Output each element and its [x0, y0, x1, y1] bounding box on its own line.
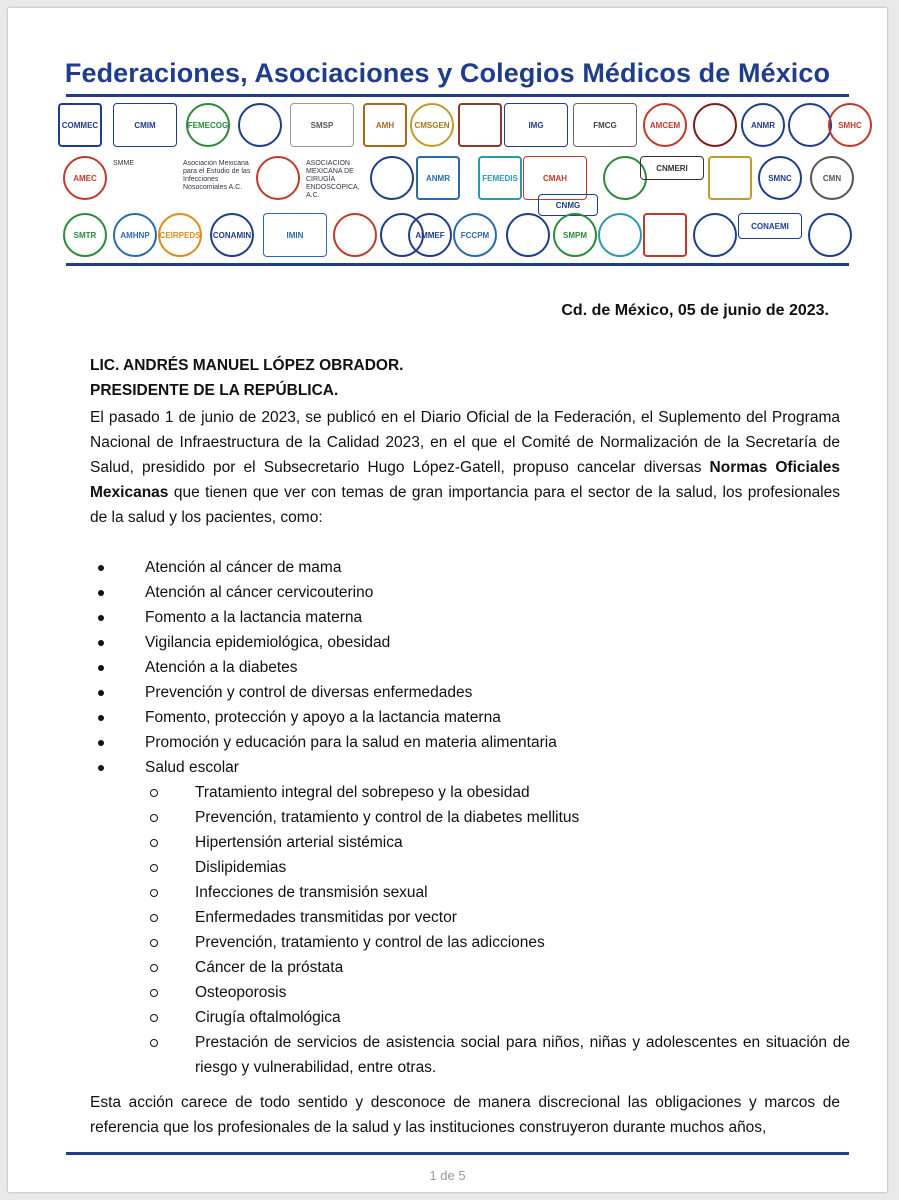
sublist-item: Osteoporosis — [90, 980, 850, 1005]
logo-femedis: FEMEDIS — [478, 156, 522, 200]
document-page — [8, 8, 887, 1192]
sublist-item: Dislipidemias — [90, 855, 850, 880]
header-rule-bottom — [66, 263, 849, 266]
logo-triangle — [708, 156, 752, 200]
logo-circle-r2-4 — [256, 156, 300, 200]
addressee-name: LIC. ANDRÉS MANUEL LÓPEZ OBRADOR. — [90, 357, 404, 374]
circle-bullet-icon — [150, 1039, 158, 1047]
circle-bullet-icon — [150, 914, 158, 922]
bullet-icon — [98, 640, 104, 646]
logo-circle-12 — [693, 103, 737, 147]
document-date: Cd. de México, 05 de junio de 2023. — [561, 302, 829, 319]
intro-paragraph: El pasado 1 de junio de 2023, se publicó en el Diario Oficial de la Federación, el Suplemento del Programa Nacional de Infraestructura de la Calidad 2023, en el que el Comité de Normalización de la Secretaría de Salud, presidido por el Subsecretario Hugo López-Gatell, propuso cancelar diversas Normas Oficiales Mexicanas que tienen que ver con temas de gran importancia para el sector de la salud, los profesionales de la salud y los pacientes, como: — [90, 409, 840, 526]
list-item: Promoción y educación para la salud en materia alimentaria — [90, 730, 850, 755]
logo-cmsgen: CMSGEN — [410, 103, 454, 147]
sublist-item: Enfermedades transmitidas por vector — [90, 905, 850, 930]
logo-imin: IMIN — [263, 213, 327, 257]
list-item: Atención a la diabetes — [90, 655, 850, 680]
logo-circle-14 — [788, 103, 832, 147]
norms-list — [90, 555, 850, 1080]
list-item: Salud escolar Tratamiento integral del sobrepeso y la obesidad Prevención, tratamiento y control de la diabetes mellitus Hipertensión arterial sistémica Dislipidemias Infecciones de transmisión sexual Enfermedades transmitidas por vector Prevención, tratamiento y control de las adicciones Cáncer de la próstata Osteoporosis Cirugía oftalmológica Prestación de servicios de asistencia social para niños, niñas y adolescentes en situación de riesgo y vulnerabilidad, entre otras. — [90, 755, 850, 1080]
logo-smnc: SMNC — [758, 156, 802, 200]
list-item: Fomento, protección y apoyo a la lactancia materna — [90, 705, 850, 730]
sublist-item: Infecciones de transmisión sexual — [90, 880, 850, 905]
logo-square-r3-13 — [643, 213, 687, 257]
bullet-icon — [98, 740, 104, 746]
list-item: Atención al cáncer cervicouterino — [90, 580, 850, 605]
logo-circle-r3-16 — [808, 213, 852, 257]
logo-ceirpeds: CEIRPEDS — [158, 213, 202, 257]
bullet-icon — [98, 665, 104, 671]
logo-conaemi: CONAEMI — [738, 213, 802, 239]
circle-bullet-icon — [150, 989, 158, 997]
logo-img: IMG — [504, 103, 568, 147]
logo-circle-r2-6 — [370, 156, 414, 200]
logo-banner — [58, 101, 862, 261]
sublist-item: Cáncer de la próstata — [90, 955, 850, 980]
bullet-icon — [98, 615, 104, 621]
sublist-item: Prevención, tratamiento y control de las adicciones — [90, 930, 850, 955]
logo-femecog: FEMECOG — [186, 103, 230, 147]
intro-bold-phrase: Normas Oficiales Mexicanas — [90, 459, 840, 501]
bullet-icon — [98, 565, 104, 571]
bullet-icon — [98, 765, 104, 771]
logo-amein-caption: Asociación Mexicana para el Estudio de las Infecciones Nosocomiales A.C. — [183, 160, 251, 191]
document-header-title: Federaciones, Asociaciones y Colegios Médicos de México — [64, 58, 831, 88]
closing-paragraph: Esta acción carece de todo sentido y desconoce de manera discrecional las obligaciones y marcos de referencia que los profesionales de la salud y las instituciones construyeron durante muchos años, — [90, 1094, 840, 1136]
logo-anmr-row1: ANMR — [741, 103, 785, 147]
logo-amh: AMH — [363, 103, 407, 147]
circle-bullet-icon — [150, 864, 158, 872]
logo-cnmg: CNMG — [538, 194, 598, 216]
sublist-item: Hipertensión arterial sistémica — [90, 830, 850, 855]
logo-anmr: ANMR — [416, 156, 460, 200]
logo-amcem: AMCEM — [643, 103, 687, 147]
list-item: Prevención y control de diversas enfermedades — [90, 680, 850, 705]
logo-commec: COMMEC — [58, 103, 102, 147]
footer-rule — [66, 1152, 849, 1155]
logo-cmn: CMN — [810, 156, 854, 200]
circle-bullet-icon — [150, 939, 158, 947]
logo-circle-r3-10 — [506, 213, 550, 257]
logo-smpm: SMPM — [553, 213, 597, 257]
logo-amhnp: AMHNP — [113, 213, 157, 257]
logo-circle-4 — [238, 103, 282, 147]
bullet-icon — [98, 715, 104, 721]
salud-escolar-sublist — [145, 780, 850, 1080]
logo-circle-r3-12 — [598, 213, 642, 257]
logo-smtr: SMTR — [63, 213, 107, 257]
circle-bullet-icon — [150, 1014, 158, 1022]
logo-cmah: CMAH — [523, 156, 587, 200]
logo-fccpm: FCCPM — [453, 213, 497, 257]
logo-cmim: CMIM — [113, 103, 177, 147]
circle-bullet-icon — [150, 889, 158, 897]
list-item: Fomento a la lactancia materna — [90, 605, 850, 630]
circle-bullet-icon — [150, 839, 158, 847]
logo-amec: AMEC — [63, 156, 107, 200]
header-rule-top — [66, 94, 849, 97]
list-item: Atención al cáncer de mama — [90, 555, 850, 580]
logo-row-3 — [58, 213, 858, 263]
bullet-icon — [98, 690, 104, 696]
logo-row-2 — [58, 156, 858, 210]
addressee-title: PRESIDENTE DE LA REPÚBLICA. — [90, 382, 339, 399]
list-item: Vigilancia epidemiológica, obesidad — [90, 630, 850, 655]
sublist-item: Prestación de servicios de asistencia social para niños, niñas y adolescentes en situación de riesgo y vulnerabilidad, entre otras. — [90, 1030, 850, 1080]
logo-row-1 — [58, 103, 862, 153]
logo-fmcg: FMCG — [573, 103, 637, 147]
circle-bullet-icon — [150, 789, 158, 797]
circle-bullet-icon — [150, 964, 158, 972]
addressee-block — [90, 353, 403, 403]
page-number: 1 de 5 — [429, 1168, 466, 1183]
sublist-item: Prevención, tratamiento y control de la diabetes mellitus — [90, 805, 850, 830]
bullet-icon — [98, 590, 104, 596]
logo-smsp: SMSP — [290, 103, 354, 147]
logo-square-8 — [458, 103, 502, 147]
logo-cmcge-caption: ASOCIACIÓN MEXICANA DE CIRUGÍA ENDOSCÓPICA, A.C. — [306, 160, 360, 199]
logo-circle-r3-14 — [693, 213, 737, 257]
logo-circle-r3-6 — [333, 213, 377, 257]
logo-cnmefi: CNMERI — [640, 156, 704, 180]
logo-ammef: AMMEF — [408, 213, 452, 257]
logo-smme-caption: SMME — [113, 160, 134, 167]
circle-bullet-icon — [150, 814, 158, 822]
logo-smhc: SMHC — [828, 103, 872, 147]
sublist-item: Tratamiento integral del sobrepeso y la obesidad — [90, 780, 850, 805]
logo-conamin: CONAMIN — [210, 213, 254, 257]
sublist-item: Cirugía oftalmológica — [90, 1005, 850, 1030]
